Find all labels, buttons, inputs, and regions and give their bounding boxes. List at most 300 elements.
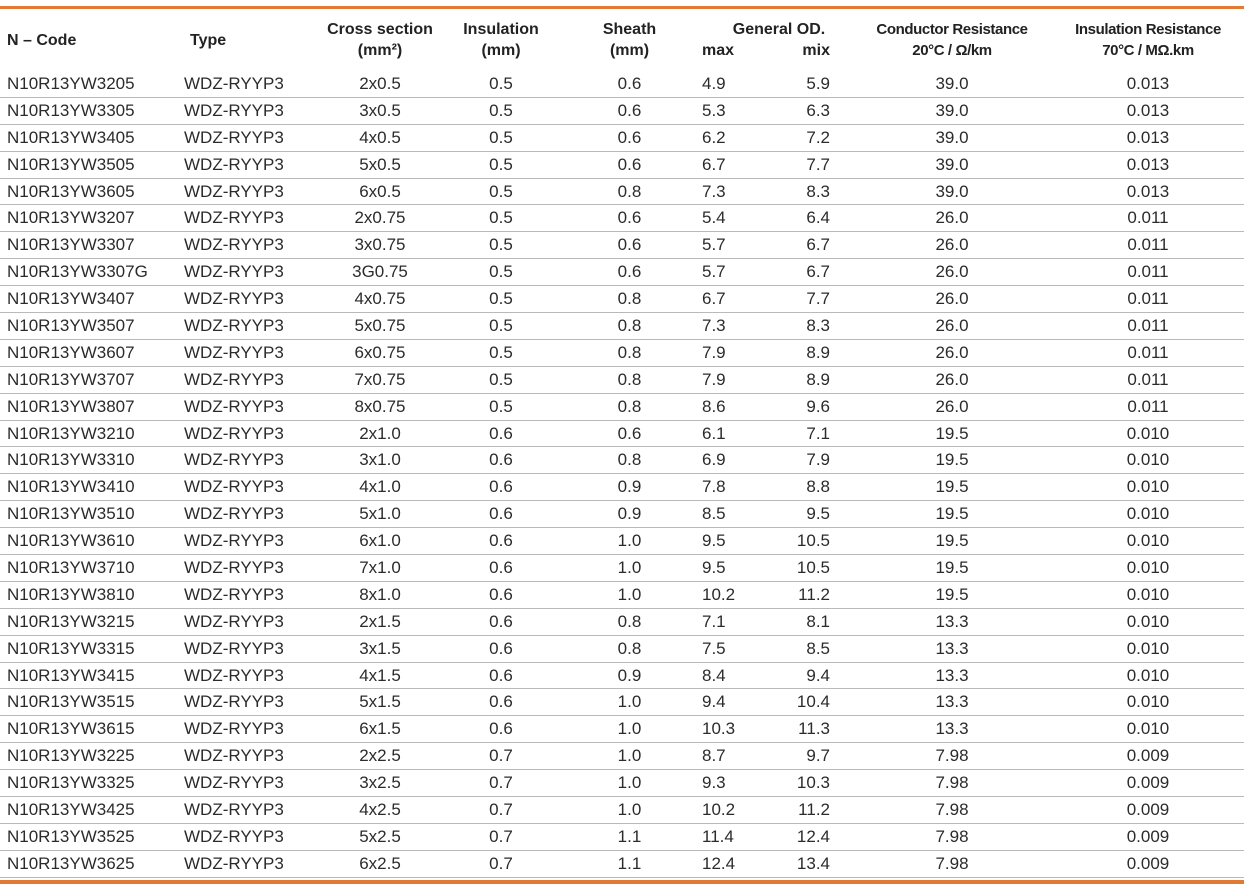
cell-sheath: 1.1 [553,823,688,850]
cell-type: WDZ-RYYP3 [183,313,311,340]
header-sheath [553,9,688,71]
cell-sheath: 0.8 [553,447,688,474]
cell-insulation: 0.5 [449,259,553,286]
cell-sheath: 0.9 [553,474,688,501]
cell-n-code: N10R13YW3415 [0,662,183,689]
cell-cross-section: 2x1.5 [311,608,449,635]
cell-general-od [688,608,852,635]
cell-type: WDZ-RYYP3 [183,608,311,635]
cell-od-min: 11.3 [798,719,830,739]
cell-conductor-resistance: 19.5 [852,420,1052,447]
table-row [0,447,1244,474]
cell-n-code: N10R13YW3305 [0,97,183,124]
table-header [0,9,1244,71]
cell-conductor-resistance: 7.98 [852,770,1052,797]
cell-od-min: 6.7 [806,235,830,255]
cell-od-min: 5.9 [806,73,830,93]
cell-n-code: N10R13YW3525 [0,823,183,850]
cell-n-code: N10R13YW3307 [0,232,183,259]
cell-sheath: 0.6 [553,205,688,232]
cell-insulation: 0.5 [449,71,553,97]
cell-sheath: 0.8 [553,313,688,340]
cell-insulation-resistance: 0.009 [1052,823,1244,850]
cell-insulation: 0.5 [449,97,553,124]
cell-od-max: 7.9 [702,342,726,362]
cell-sheath: 0.6 [553,124,688,151]
cell-general-od [688,286,852,313]
table-row [0,743,1244,770]
cell-insulation: 0.6 [449,716,553,743]
cell-conductor-resistance: 19.5 [852,474,1052,501]
cell-conductor-resistance: 26.0 [852,366,1052,393]
header-cross-section-unit: (mm²) [357,42,403,59]
cell-cross-section: 3x1.0 [311,447,449,474]
cell-cross-section: 2x0.75 [311,205,449,232]
cell-sheath: 0.6 [553,420,688,447]
cell-insulation-resistance: 0.010 [1052,635,1244,662]
table-row [0,716,1244,743]
cell-insulation: 0.5 [449,286,553,313]
cell-cross-section: 4x0.75 [311,286,449,313]
cell-od-min: 7.1 [806,423,830,443]
cell-od-max: 5.7 [702,235,726,255]
cell-sheath: 1.0 [553,689,688,716]
cell-od-max: 6.7 [702,289,726,309]
cell-n-code: N10R13YW3410 [0,474,183,501]
cell-type: WDZ-RYYP3 [183,447,311,474]
cell-cross-section: 4x0.5 [311,124,449,151]
cell-insulation: 0.7 [449,797,553,824]
cell-n-code: N10R13YW3710 [0,555,183,582]
cell-conductor-resistance: 39.0 [852,178,1052,205]
cell-sheath: 0.6 [553,71,688,97]
cell-sheath: 0.6 [553,97,688,124]
table-row [0,770,1244,797]
cell-insulation: 0.7 [449,823,553,850]
cell-type: WDZ-RYYP3 [183,366,311,393]
cell-od-max: 10.2 [702,799,736,819]
table-row [0,124,1244,151]
cell-insulation-resistance: 0.011 [1052,286,1244,313]
cell-n-code: N10R13YW3210 [0,420,183,447]
cell-conductor-resistance: 7.98 [852,850,1052,877]
cell-insulation-resistance: 0.010 [1052,447,1244,474]
cell-type: WDZ-RYYP3 [183,528,311,555]
header-type: Type [190,31,227,49]
cell-cross-section: 3x1.5 [311,635,449,662]
cell-type: WDZ-RYYP3 [183,71,311,97]
table-row [0,420,1244,447]
cell-n-code: N10R13YW3407 [0,286,183,313]
cell-sheath: 0.8 [553,286,688,313]
cell-n-code: N10R13YW3510 [0,501,183,528]
cell-n-code: N10R13YW3307G [0,259,183,286]
table-row [0,97,1244,124]
header-sheath-label: Sheath [602,21,657,38]
cell-sheath: 1.0 [553,581,688,608]
cell-sheath: 0.9 [553,501,688,528]
cell-conductor-resistance: 39.0 [852,97,1052,124]
cell-cross-section: 3x0.75 [311,232,449,259]
header-general-od [688,9,852,71]
cell-od-min: 9.5 [806,504,830,524]
cell-type: WDZ-RYYP3 [183,232,311,259]
cell-od-min: 7.7 [806,289,830,309]
cell-n-code: N10R13YW3810 [0,581,183,608]
table-row [0,635,1244,662]
cell-sheath: 1.0 [553,716,688,743]
cell-od-min: 6.7 [806,262,830,282]
cell-type: WDZ-RYYP3 [183,743,311,770]
cell-conductor-resistance: 19.5 [852,581,1052,608]
cell-insulation-resistance: 0.010 [1052,420,1244,447]
cell-insulation: 0.5 [449,366,553,393]
cell-od-min: 10.5 [796,557,830,577]
cell-od-min: 6.4 [806,208,830,228]
cell-cross-section: 2x0.5 [311,71,449,97]
cell-insulation-resistance: 0.011 [1052,393,1244,420]
cell-cross-section: 8x1.0 [311,581,449,608]
header-insulation-resistance-label: Insulation Resistance [1075,21,1221,38]
header-insulation-resistance [1052,9,1244,71]
cell-insulation-resistance: 0.011 [1052,313,1244,340]
cell-insulation: 0.5 [449,313,553,340]
cell-n-code: N10R13YW3325 [0,770,183,797]
cell-insulation-resistance: 0.010 [1052,581,1244,608]
cell-od-max: 7.1 [702,611,726,631]
cell-n-code: N10R13YW3315 [0,635,183,662]
cell-cross-section: 5x2.5 [311,823,449,850]
cell-conductor-resistance: 7.98 [852,743,1052,770]
cell-n-code: N10R13YW3215 [0,608,183,635]
cell-od-max: 5.7 [702,262,726,282]
cell-od-min: 10.5 [796,531,830,551]
cell-cross-section: 5x1.5 [311,689,449,716]
cell-n-code: N10R13YW3225 [0,743,183,770]
cell-od-min: 8.8 [806,477,830,497]
cell-insulation: 0.6 [449,662,553,689]
cell-insulation-resistance: 0.011 [1052,366,1244,393]
cell-sheath: 0.8 [553,178,688,205]
cell-general-od [688,662,852,689]
cell-insulation-resistance: 0.010 [1052,501,1244,528]
header-od-min: mix [802,42,830,59]
cell-n-code: N10R13YW3625 [0,850,183,877]
cell-od-min: 8.5 [806,638,830,658]
header-insulation-resistance-unit: 70°C / MΩ.km [1102,42,1194,59]
cell-general-od [688,393,852,420]
cell-cross-section: 7x1.0 [311,555,449,582]
cell-od-min: 10.3 [796,773,830,793]
cell-general-od [688,797,852,824]
cell-n-code: N10R13YW3607 [0,339,183,366]
cell-od-max: 6.1 [702,423,726,443]
cell-n-code: N10R13YW3615 [0,716,183,743]
cell-od-max: 12.4 [702,853,736,873]
cell-conductor-resistance: 13.3 [852,608,1052,635]
header-sheath-unit: (mm) [609,42,650,59]
cell-od-max: 7.5 [702,638,726,658]
cell-insulation-resistance: 0.013 [1052,124,1244,151]
cell-insulation: 0.6 [449,581,553,608]
cell-insulation-resistance: 0.010 [1052,716,1244,743]
cell-general-od [688,823,852,850]
cell-od-min: 8.3 [806,181,830,201]
cell-general-od [688,124,852,151]
cell-n-code: N10R13YW3610 [0,528,183,555]
cell-general-od [688,555,852,582]
cell-type: WDZ-RYYP3 [183,770,311,797]
table-row [0,339,1244,366]
cell-insulation: 0.7 [449,850,553,877]
cell-sheath: 1.0 [553,528,688,555]
cell-od-min: 9.7 [806,746,830,766]
cell-od-max: 7.9 [702,369,726,389]
cell-n-code: N10R13YW3205 [0,71,183,97]
cell-n-code: N10R13YW3507 [0,313,183,340]
cell-type: WDZ-RYYP3 [183,339,311,366]
cell-n-code: N10R13YW3425 [0,797,183,824]
cell-od-max: 8.6 [702,396,726,416]
cell-insulation: 0.5 [449,205,553,232]
cell-type: WDZ-RYYP3 [183,850,311,877]
table-row [0,178,1244,205]
cell-general-od [688,366,852,393]
cell-cross-section: 5x1.0 [311,501,449,528]
header-insulation-label: Insulation [463,21,539,38]
cell-od-min: 8.9 [806,369,830,389]
cell-conductor-resistance: 13.3 [852,689,1052,716]
cell-n-code: N10R13YW3405 [0,124,183,151]
table-row [0,850,1244,877]
cell-od-max: 9.3 [702,773,726,793]
cell-general-od [688,151,852,178]
cell-general-od [688,178,852,205]
cell-insulation: 0.6 [449,447,553,474]
cell-type: WDZ-RYYP3 [183,178,311,205]
cell-insulation-resistance: 0.010 [1052,608,1244,635]
spec-sheet [0,6,1244,884]
cell-cross-section: 6x1.0 [311,528,449,555]
cell-insulation: 0.6 [449,528,553,555]
table-row [0,232,1244,259]
cell-od-max: 6.2 [702,127,726,147]
cell-insulation-resistance: 0.010 [1052,528,1244,555]
cell-od-min: 7.7 [806,154,830,174]
cell-n-code: N10R13YW3605 [0,178,183,205]
cell-n-code: N10R13YW3707 [0,366,183,393]
cell-insulation: 0.6 [449,420,553,447]
cell-insulation: 0.6 [449,555,553,582]
cell-insulation-resistance: 0.009 [1052,850,1244,877]
cell-od-max: 6.7 [702,154,726,174]
cell-od-max: 10.2 [702,584,736,604]
cell-od-min: 8.3 [806,315,830,335]
cell-cross-section: 5x0.75 [311,313,449,340]
cell-od-max: 9.5 [702,531,726,551]
cell-cross-section: 4x1.5 [311,662,449,689]
cell-conductor-resistance: 39.0 [852,151,1052,178]
cell-n-code: N10R13YW3505 [0,151,183,178]
cell-od-min: 8.9 [806,342,830,362]
table-row [0,555,1244,582]
cell-insulation-resistance: 0.009 [1052,770,1244,797]
cell-general-od [688,205,852,232]
header-od-max: max [702,42,735,59]
cell-general-od [688,313,852,340]
cell-general-od [688,528,852,555]
cell-insulation-resistance: 0.011 [1052,259,1244,286]
cell-sheath: 0.8 [553,339,688,366]
table-row [0,581,1244,608]
cell-type: WDZ-RYYP3 [183,662,311,689]
header-cross-section-label: Cross section [327,21,433,38]
table-row [0,259,1244,286]
cell-conductor-resistance: 26.0 [852,259,1052,286]
cell-type: WDZ-RYYP3 [183,259,311,286]
cell-type: WDZ-RYYP3 [183,151,311,178]
header-insulation-unit: (mm) [481,42,521,59]
cell-conductor-resistance: 26.0 [852,286,1052,313]
cell-insulation: 0.5 [449,339,553,366]
cell-od-max: 7.3 [702,315,726,335]
cell-od-min: 12.4 [796,826,830,846]
cell-type: WDZ-RYYP3 [183,716,311,743]
table-row [0,528,1244,555]
cell-type: WDZ-RYYP3 [183,555,311,582]
table-row [0,797,1244,824]
cell-n-code: N10R13YW3807 [0,393,183,420]
header-insulation [449,9,553,71]
cell-od-max: 9.5 [702,557,726,577]
cell-cross-section: 3x0.5 [311,97,449,124]
cell-sheath: 0.8 [553,366,688,393]
cell-type: WDZ-RYYP3 [183,823,311,850]
cell-od-max: 8.7 [702,746,726,766]
cell-insulation-resistance: 0.013 [1052,151,1244,178]
cell-od-min: 10.4 [796,692,830,712]
cell-od-max: 10.3 [702,719,736,739]
cell-type: WDZ-RYYP3 [183,797,311,824]
table-row [0,608,1244,635]
cell-sheath: 1.1 [553,850,688,877]
table-row [0,689,1244,716]
cell-insulation: 0.5 [449,178,553,205]
table-row [0,823,1244,850]
cell-general-od [688,232,852,259]
cell-sheath: 1.0 [553,770,688,797]
cell-type: WDZ-RYYP3 [183,97,311,124]
cell-cross-section: 8x0.75 [311,393,449,420]
cell-general-od [688,474,852,501]
cell-insulation: 0.5 [449,124,553,151]
cell-conductor-resistance: 26.0 [852,232,1052,259]
cell-insulation: 0.7 [449,743,553,770]
cell-conductor-resistance: 7.98 [852,823,1052,850]
cell-cross-section: 4x2.5 [311,797,449,824]
cell-od-max: 9.4 [702,692,726,712]
cell-od-min: 7.9 [806,450,830,470]
header-od-subheaders [688,40,852,61]
cell-sheath: 0.9 [553,662,688,689]
cell-insulation: 0.6 [449,635,553,662]
cell-od-min: 11.2 [798,799,830,819]
table-row [0,71,1244,97]
cell-insulation-resistance: 0.010 [1052,662,1244,689]
cell-conductor-resistance: 13.3 [852,635,1052,662]
cell-sheath: 0.6 [553,232,688,259]
cell-insulation-resistance: 0.013 [1052,178,1244,205]
table-row [0,393,1244,420]
cell-insulation-resistance: 0.010 [1052,689,1244,716]
cell-general-od [688,259,852,286]
cell-sheath: 0.8 [553,635,688,662]
header-cross-section [311,9,449,71]
cell-type: WDZ-RYYP3 [183,286,311,313]
cell-od-min: 6.3 [806,100,830,120]
cell-insulation: 0.7 [449,770,553,797]
cell-conductor-resistance: 19.5 [852,555,1052,582]
cell-general-od [688,447,852,474]
cell-insulation-resistance: 0.009 [1052,797,1244,824]
cell-od-max: 7.3 [702,181,726,201]
cell-insulation: 0.5 [449,393,553,420]
cell-od-min: 7.2 [806,127,830,147]
cell-od-max: 5.4 [702,208,726,228]
cell-type: WDZ-RYYP3 [183,635,311,662]
cell-general-od [688,501,852,528]
cell-od-max: 6.9 [702,450,726,470]
cell-od-max: 7.8 [702,477,726,497]
cell-cross-section: 3x2.5 [311,770,449,797]
table-row [0,151,1244,178]
cell-sheath: 0.6 [553,259,688,286]
cell-insulation: 0.6 [449,689,553,716]
cell-general-od [688,97,852,124]
cell-sheath: 1.0 [553,555,688,582]
cell-n-code: N10R13YW3207 [0,205,183,232]
cell-type: WDZ-RYYP3 [183,393,311,420]
table-row [0,662,1244,689]
cell-n-code: N10R13YW3310 [0,447,183,474]
cell-type: WDZ-RYYP3 [183,420,311,447]
table-row [0,474,1244,501]
cell-conductor-resistance: 26.0 [852,339,1052,366]
cell-insulation-resistance: 0.010 [1052,474,1244,501]
cable-spec-table [0,9,1244,878]
table-row [0,205,1244,232]
cell-sheath: 0.8 [553,608,688,635]
cell-conductor-resistance: 26.0 [852,393,1052,420]
cell-conductor-resistance: 7.98 [852,797,1052,824]
cell-insulation-resistance: 0.011 [1052,205,1244,232]
cell-cross-section: 6x1.5 [311,716,449,743]
cell-conductor-resistance: 26.0 [852,205,1052,232]
cell-insulation-resistance: 0.009 [1052,743,1244,770]
cell-cross-section: 4x1.0 [311,474,449,501]
cell-general-od [688,716,852,743]
header-code: N – Code [7,31,77,49]
cell-od-max: 11.4 [702,826,734,846]
cell-general-od [688,635,852,662]
bottom-accent-rule [0,880,1244,884]
cell-cross-section: 3G0.75 [311,259,449,286]
table-row [0,313,1244,340]
cell-type: WDZ-RYYP3 [183,689,311,716]
cell-insulation-resistance: 0.013 [1052,97,1244,124]
table-row [0,286,1244,313]
cell-general-od [688,850,852,877]
